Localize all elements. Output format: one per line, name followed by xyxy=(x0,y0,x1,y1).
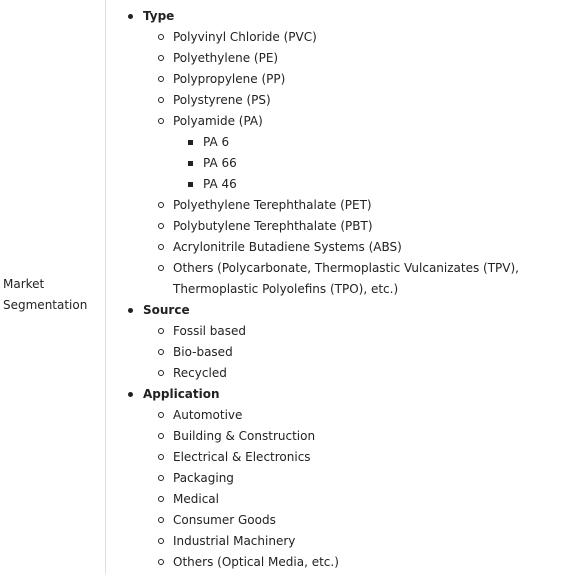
sublist-item xyxy=(173,174,570,195)
item-text: PA 46 xyxy=(203,177,237,191)
item-text: Recycled xyxy=(173,366,227,380)
application-list xyxy=(143,405,570,573)
list-item xyxy=(143,237,570,258)
list-item xyxy=(143,27,570,48)
item-text: Consumer Goods xyxy=(173,513,276,527)
section-source xyxy=(107,300,570,384)
item-text: Bio-based xyxy=(173,345,233,359)
item-text: PA 66 xyxy=(203,156,237,170)
list-item xyxy=(143,48,570,69)
item-text: Packaging xyxy=(173,471,234,485)
list-item xyxy=(143,69,570,90)
item-text: Medical xyxy=(173,492,219,506)
type-list xyxy=(143,27,570,300)
item-text: Others (Polycarbonate, Thermoplastic Vulcanizates (TPV), Thermoplastic Polyolefins (TPO), etc.) xyxy=(173,261,519,296)
list-item xyxy=(143,426,570,447)
source-list xyxy=(143,321,570,384)
list-item xyxy=(143,510,570,531)
item-text: Polyethylene (PE) xyxy=(173,51,279,65)
item-text: Industrial Machinery xyxy=(173,534,296,548)
section-title: Application xyxy=(143,387,220,401)
list-item xyxy=(143,531,570,552)
item-text: Polyamide (PA) xyxy=(173,114,263,128)
item-text: Polystyrene (PS) xyxy=(173,93,271,107)
section-title: Type xyxy=(143,9,175,23)
list-item xyxy=(143,111,570,195)
list-item xyxy=(143,405,570,426)
polyamide-sublist xyxy=(173,132,570,195)
item-text: Others (Optical Media, etc.) xyxy=(173,555,339,569)
section-title: Source xyxy=(143,303,190,317)
section-type xyxy=(107,6,570,300)
item-text: Building & Construction xyxy=(173,429,316,443)
section-application xyxy=(107,384,570,573)
item-text: Acrylonitrile Butadiene Systems (ABS) xyxy=(173,240,402,254)
item-text: Electrical & Electronics xyxy=(173,450,311,464)
item-text: Polyethylene Terephthalate (PET) xyxy=(173,198,372,212)
item-text: Automotive xyxy=(173,408,243,422)
list-item xyxy=(143,216,570,237)
list-item xyxy=(143,90,570,111)
item-text: Polybutylene Terephthalate (PBT) xyxy=(173,219,373,233)
item-text: Fossil based xyxy=(173,324,247,338)
sublist-item xyxy=(173,132,570,153)
list-item xyxy=(143,468,570,489)
item-text: PA 6 xyxy=(203,135,230,149)
list-item xyxy=(143,195,570,216)
row-content-cell xyxy=(107,0,570,574)
row-label: Market Segmentation xyxy=(3,277,88,312)
list-item xyxy=(143,363,570,384)
segment-list xyxy=(107,0,570,573)
list-item xyxy=(143,489,570,510)
item-text: Polypropylene (PP) xyxy=(173,72,286,86)
item-text: Polyvinyl Chloride (PVC) xyxy=(173,30,317,44)
list-item xyxy=(143,552,570,573)
list-item xyxy=(143,258,570,300)
list-item xyxy=(143,447,570,468)
row-label-cell xyxy=(0,0,106,574)
list-item xyxy=(143,321,570,342)
sublist-item xyxy=(173,153,570,174)
list-item xyxy=(143,342,570,363)
